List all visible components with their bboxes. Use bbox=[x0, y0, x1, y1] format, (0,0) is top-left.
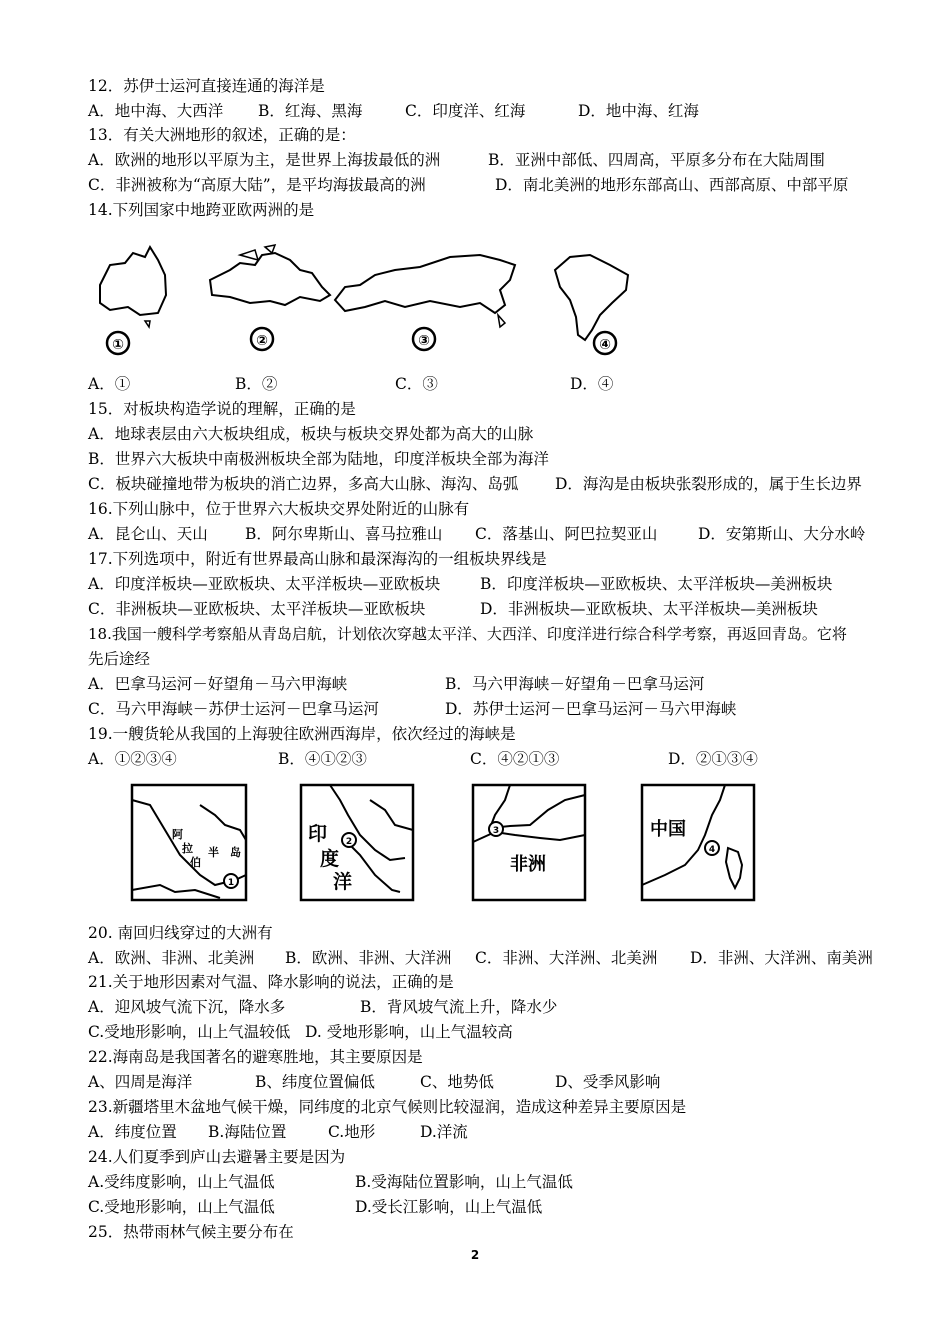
q18-option-b: B．马六甲海峡－好望角－巴拿马运河 bbox=[445, 675, 705, 693]
map-canada bbox=[210, 253, 330, 305]
map-label-4: ④ bbox=[599, 337, 611, 353]
question-24-stem: 24.人们夏季到庐山去避暑主要是因为 bbox=[88, 1148, 346, 1166]
q19-option-b: B．④①②③ bbox=[278, 750, 367, 768]
q15-option-d: D．海沟是由板块张裂形成的，属于生长边界 bbox=[555, 475, 862, 493]
svg-text:拉: 拉 bbox=[182, 842, 193, 855]
q20-option-c: C．非洲、大洋洲、北美洲 bbox=[475, 949, 658, 967]
q12-option-a: A．地中海、大西洋 bbox=[88, 102, 224, 120]
q12-option-d: D．地中海、红海 bbox=[578, 102, 699, 120]
q15-option-a: A．地球表层由六大板块组成，板块与板块交界处都为高大的山脉 bbox=[88, 425, 534, 443]
q24-option-c: C.受地形影响，山上气温低 bbox=[88, 1198, 275, 1216]
q16-option-c: C．落基山、阿巴拉契亚山 bbox=[475, 525, 658, 543]
q19-option-c: C．④②①③ bbox=[470, 750, 560, 768]
q22-option-c: C、地势低 bbox=[420, 1073, 494, 1091]
question-13-stem: 13．有关大洲地形的叙述，正确的是： bbox=[88, 126, 356, 144]
q18-option-d: D．苏伊士运河－巴拿马运河－马六甲海峡 bbox=[445, 700, 737, 718]
svg-text:2: 2 bbox=[345, 837, 353, 847]
strait-map-3 bbox=[473, 785, 585, 900]
q18-option-a: A．巴拿马运河－好望角－马六甲海峡 bbox=[88, 675, 348, 693]
svg-text:半: 半 bbox=[208, 846, 219, 859]
q13-option-a: A．欧洲的地形以平原为主，是世界上海拔最低的洲 bbox=[88, 151, 441, 169]
q22-option-b: B、纬度位置偏低 bbox=[255, 1073, 375, 1091]
q14-option-d: D．④ bbox=[570, 375, 614, 393]
question-15-stem: 15．对板块构造学说的理解，正确的是 bbox=[88, 400, 356, 418]
svg-text:岛: 岛 bbox=[230, 846, 241, 859]
q20-option-a: A．欧洲、非洲、北美洲 bbox=[88, 949, 255, 967]
svg-text:1: 1 bbox=[227, 878, 235, 888]
q17-option-a: A．印度洋板块—亚欧板块、太平洋板块—亚欧板块 bbox=[88, 575, 441, 593]
q13-option-d: D．南北美洲的地形东部高山、西部高原、中部平原 bbox=[495, 176, 849, 194]
q18-option-c: C．马六甲海峡－苏伊士运河－巴拿马运河 bbox=[88, 700, 379, 718]
question-17-stem: 17.下列选项中，附近有世界最高山脉和最深海沟的一组板块界线是 bbox=[88, 550, 547, 568]
q19-strait-maps bbox=[0, 780, 950, 905]
q16-option-a: A．昆仑山、天山 bbox=[88, 525, 208, 543]
q16-option-d: D．安第斯山、大分水岭 bbox=[698, 525, 866, 543]
question-21-stem: 21.关于地形因素对气温、降水影响的说法，正确的是 bbox=[88, 973, 454, 991]
svg-text:度: 度 bbox=[320, 848, 340, 870]
strait-map-2 bbox=[301, 785, 413, 900]
q22-option-a: A、四周是海洋 bbox=[88, 1073, 193, 1091]
page-number: 2 bbox=[470, 1248, 480, 1262]
svg-text:中国: 中国 bbox=[650, 819, 686, 840]
svg-text:非洲: 非洲 bbox=[510, 854, 546, 875]
map-australia bbox=[100, 247, 166, 315]
svg-text:3: 3 bbox=[492, 826, 500, 836]
q14-country-maps bbox=[0, 235, 950, 365]
strait-map-1 bbox=[132, 785, 246, 900]
q12-option-c: C．印度洋、红海 bbox=[405, 102, 526, 120]
q14-option-b: B．② bbox=[235, 375, 278, 393]
question-20-stem: 20. 南回归线穿过的大洲有 bbox=[88, 924, 273, 942]
q21-option-a: A．迎风坡气流下沉，降水多 bbox=[88, 998, 286, 1016]
q14-option-a: A．① bbox=[88, 375, 131, 393]
q12-option-b: B．红海、黑海 bbox=[258, 102, 363, 120]
svg-text:4: 4 bbox=[708, 845, 716, 855]
q21-option-b: B．背风坡气流上升，降水少 bbox=[360, 998, 558, 1016]
q24-option-b: B.受海陆位置影响，山上气温低 bbox=[355, 1173, 573, 1191]
q13-option-b: B．亚洲中部低、四周高，平原多分布在大陆周围 bbox=[488, 151, 825, 169]
q15-option-c: C．板块碰撞地带为板块的消亡边界，多高大山脉、海沟、岛弧 bbox=[88, 475, 519, 493]
svg-text:阿: 阿 bbox=[172, 828, 183, 841]
strait-map-4 bbox=[642, 785, 754, 900]
map-russia bbox=[335, 255, 515, 313]
question-22-stem: 22.海南岛是我国著名的避寒胜地，其主要原因是 bbox=[88, 1048, 423, 1066]
q23-option-b: B.海陆位置 bbox=[208, 1123, 287, 1141]
q23-option-d: D.洋流 bbox=[420, 1123, 468, 1141]
map-south-america bbox=[555, 255, 628, 340]
q17-option-b: B．印度洋板块—亚欧板块、太平洋板块—美洲板块 bbox=[480, 575, 833, 593]
q24-option-d: D.受长江影响，山上气温低 bbox=[355, 1198, 543, 1216]
q19-option-a: A．①②③④ bbox=[88, 750, 177, 768]
question-16-stem: 16.下列山脉中，位于世界六大板块交界处附近的山脉有 bbox=[88, 500, 470, 518]
q19-option-d: D．②①③④ bbox=[668, 750, 758, 768]
question-19-stem: 19.一艘货轮从我国的上海驶往欧洲西海岸，依次经过的海峡是 bbox=[88, 725, 516, 743]
question-18-stem-line1: 18.我国一艘科学考察船从青岛启航，计划依次穿越太平洋、大西洋、印度洋进行综合科学考察，再返回青岛。它将 bbox=[88, 625, 847, 643]
question-14-stem: 14.下列国家中地跨亚欧两洲的是 bbox=[88, 201, 315, 219]
q21-option-c: C.受地形影响，山上气温较低 bbox=[88, 1023, 291, 1041]
question-25-stem: 25．热带雨林气候主要分布在 bbox=[88, 1223, 294, 1241]
q16-option-b: B．阿尔卑斯山、喜马拉雅山 bbox=[245, 525, 443, 543]
q24-option-a: A.受纬度影响，山上气温低 bbox=[88, 1173, 275, 1191]
q20-option-b: B．欧洲、非洲、大洋洲 bbox=[285, 949, 452, 967]
q17-option-c: C．非洲板块—亚欧板块、太平洋板块—亚欧板块 bbox=[88, 600, 426, 618]
question-23-stem: 23.新疆塔里木盆地气候干燥，同纬度的北京气候则比较湿润，造成这种差异主要原因是 bbox=[88, 1098, 687, 1116]
svg-text:洋: 洋 bbox=[333, 871, 353, 893]
question-18-stem-line2: 先后途经 bbox=[88, 650, 151, 668]
question-12-stem: 12．苏伊士运河直接连通的海洋是 bbox=[88, 77, 325, 95]
q22-option-d: D、受季风影响 bbox=[555, 1073, 661, 1091]
q23-option-a: A．纬度位置 bbox=[88, 1123, 177, 1141]
q17-option-d: D．非洲板块—亚欧板块、太平洋板块—美洲板块 bbox=[480, 600, 818, 618]
map-label-1: ① bbox=[112, 337, 124, 353]
q13-option-c: C．非洲被称为“高原大陆”，是平均海拔最高的洲 bbox=[88, 176, 426, 194]
q20-option-d: D．非洲、大洋洲、南美洲 bbox=[690, 949, 873, 967]
q23-option-c: C.地形 bbox=[328, 1123, 376, 1141]
map-label-2: ② bbox=[256, 333, 268, 349]
svg-text:印: 印 bbox=[308, 823, 328, 845]
q15-option-b: B．世界六大板块中南极洲板块全部为陆地，印度洋板块全部为海洋 bbox=[88, 450, 549, 468]
q14-option-c: C．③ bbox=[395, 375, 438, 393]
svg-text:伯: 伯 bbox=[190, 856, 201, 869]
q21-option-d: D. 受地形影响，山上气温较高 bbox=[305, 1023, 513, 1041]
map-label-3: ③ bbox=[418, 333, 430, 349]
